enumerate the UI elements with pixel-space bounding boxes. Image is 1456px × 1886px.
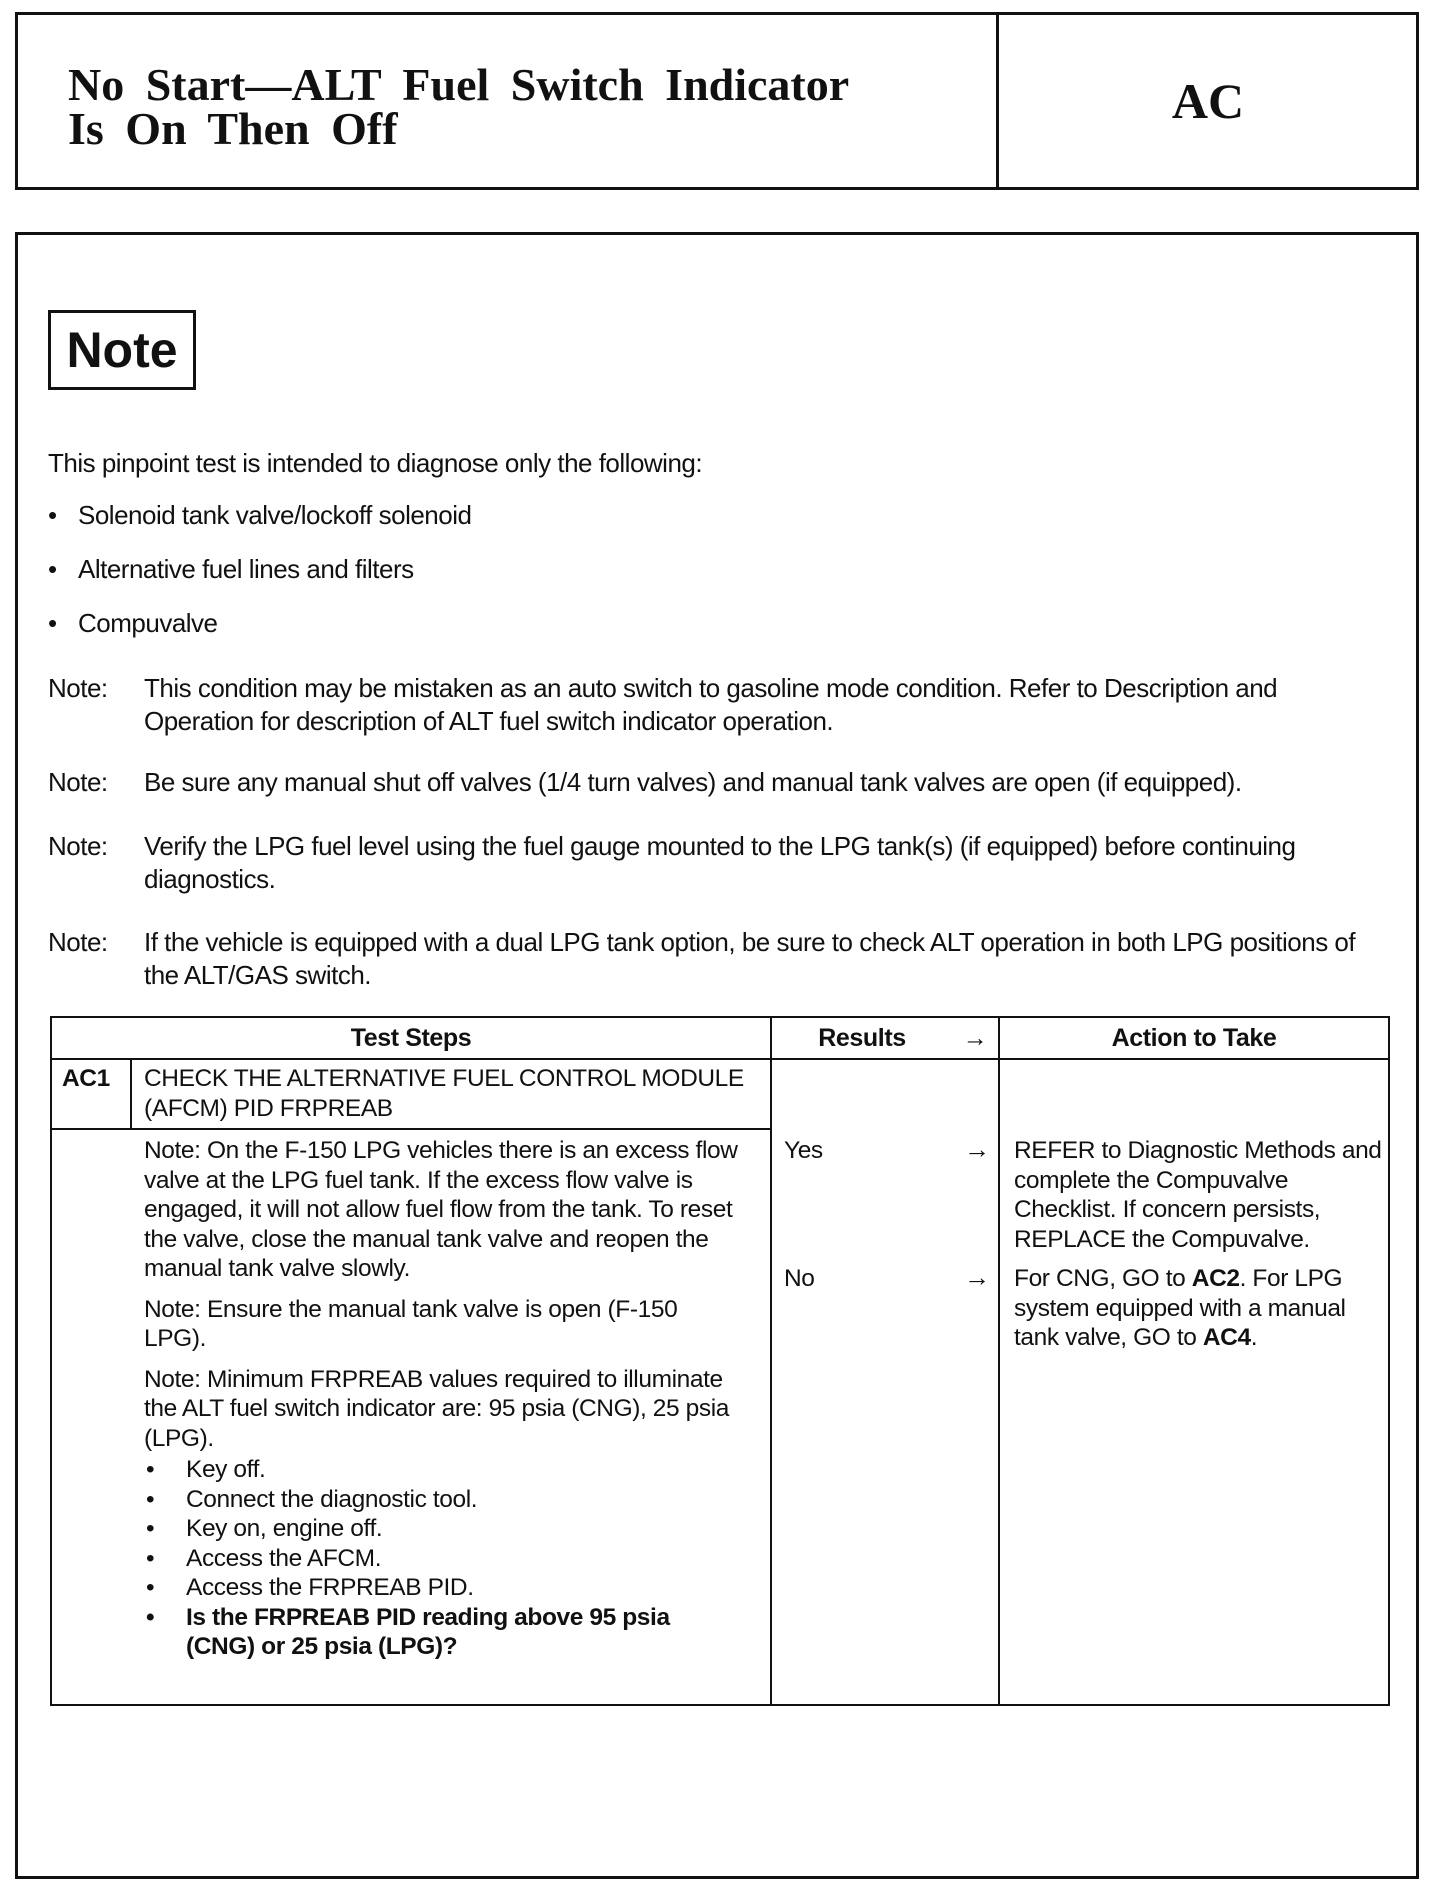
action-no-text: For CNG, GO to — [1014, 1265, 1192, 1292]
header-rule — [52, 1058, 1388, 1060]
step-note: Note: On the F-150 LPG vehicles there is an excess flow valve at the LPG fuel tank. If the excess flow valve is engaged, it will not allow fuel flow from the tank. To reset the valve, close the manual tank valve and reopen the manual tank valve slowly. — [144, 1137, 738, 1282]
title-line-2: Is On Then Off — [68, 103, 398, 154]
header-divider — [996, 15, 999, 187]
action-no-text: . — [1250, 1324, 1258, 1351]
step-action: • Key on, engine off. — [144, 1514, 744, 1544]
column-divider — [770, 1018, 772, 1704]
step-action: • Access the FRPREAB PID. — [144, 1573, 744, 1603]
note-text: This condition may be mistaken as an auto switch to gasoline mode condition. Refer to Description and Operation for description of ALT fuel switch indicator operation. — [144, 673, 1278, 736]
result-no-arrow: → — [964, 1262, 990, 1292]
test-table — [50, 1016, 1390, 1706]
step-title-rule — [52, 1128, 770, 1130]
note-label: Note: — [48, 927, 108, 957]
list-item — [48, 608, 471, 662]
step-reference-ac2: AC2 — [1191, 1265, 1240, 1292]
note-label: Note: — [48, 767, 108, 797]
header-test-steps: Test Steps — [350, 1024, 472, 1052]
header-arrow: → — [962, 1024, 988, 1052]
page-title — [68, 59, 998, 154]
step-action: • Connect the diagnostic tool. — [144, 1485, 744, 1515]
diagnose-list — [48, 500, 471, 662]
bullet-symbol: • — [48, 500, 57, 530]
note-label: Note: — [48, 831, 108, 861]
header-action: Action to Take — [1111, 1024, 1277, 1052]
result-no: No — [784, 1265, 815, 1292]
bullet-symbol: • — [48, 608, 57, 638]
action-yes: REFER to Diagnostic Methods and complete the Compuvalve Checklist. If concern persists, REPLACE the Compuvalve. — [1014, 1137, 1382, 1253]
step-reference-ac4: AC4 — [1202, 1324, 1251, 1351]
list-item — [48, 554, 471, 608]
note-text: If the vehicle is equipped with a dual LPG tank option, be sure to check ALT operation in both LPG positions of the ALT/GAS switch. — [144, 927, 1356, 990]
bullet-symbol: • — [48, 554, 57, 584]
note-badge: Note — [48, 310, 196, 390]
step-action: • Access the AFCM. — [144, 1544, 744, 1574]
step-note: Note: Minimum FRPREAB values required to illuminate the ALT fuel switch indicator are: 95 psia (CNG), 25 psia (LPG). — [144, 1365, 729, 1452]
step-id: AC1 — [62, 1065, 110, 1092]
list-item-text: Alternative fuel lines and filters — [78, 554, 414, 584]
list-item-text: Solenoid tank valve/lockoff solenoid — [78, 500, 472, 530]
step-title: CHECK THE ALTERNATIVE FUEL CONTROL MODULE (AFCM) PID FRPREAB — [144, 1065, 744, 1122]
header-results: Results — [818, 1024, 906, 1052]
step-action: • Key off. — [144, 1455, 744, 1485]
step-actions — [144, 1455, 744, 1662]
intro-text: This pinpoint test is intended to diagnose only the following: — [48, 448, 703, 478]
title-line-1: No Start—ALT Fuel Switch Indicator — [68, 59, 850, 110]
note-text: Be sure any manual shut off valves (1/4 turn valves) and manual tank valves are open (if equipped). — [144, 767, 1242, 797]
column-divider — [998, 1018, 1000, 1704]
step-body — [144, 1136, 744, 1662]
header-box — [15, 12, 1419, 190]
step-note: Note: Ensure the manual tank valve is open (F-150 LPG). — [144, 1295, 678, 1352]
note-label: Note: — [48, 673, 108, 703]
list-item — [48, 500, 471, 554]
action-no — [1014, 1264, 1386, 1353]
list-item-text: Compuvalve — [78, 608, 218, 638]
column-divider — [130, 1058, 132, 1128]
result-yes: Yes — [784, 1137, 823, 1164]
section-code: AC — [1171, 73, 1245, 129]
result-yes-arrow: → — [964, 1134, 990, 1164]
step-question: • Is the FRPREAB PID reading above 95 psia (CNG) or 25 psia (LPG)? — [144, 1603, 744, 1662]
action-no-text: . For LPG system equipped with a manual tank valve, GO to — [1014, 1265, 1346, 1351]
note-text: Verify the LPG fuel level using the fuel gauge mounted to the LPG tank(s) (if equipped) before continuing diagnostics. — [144, 831, 1296, 894]
